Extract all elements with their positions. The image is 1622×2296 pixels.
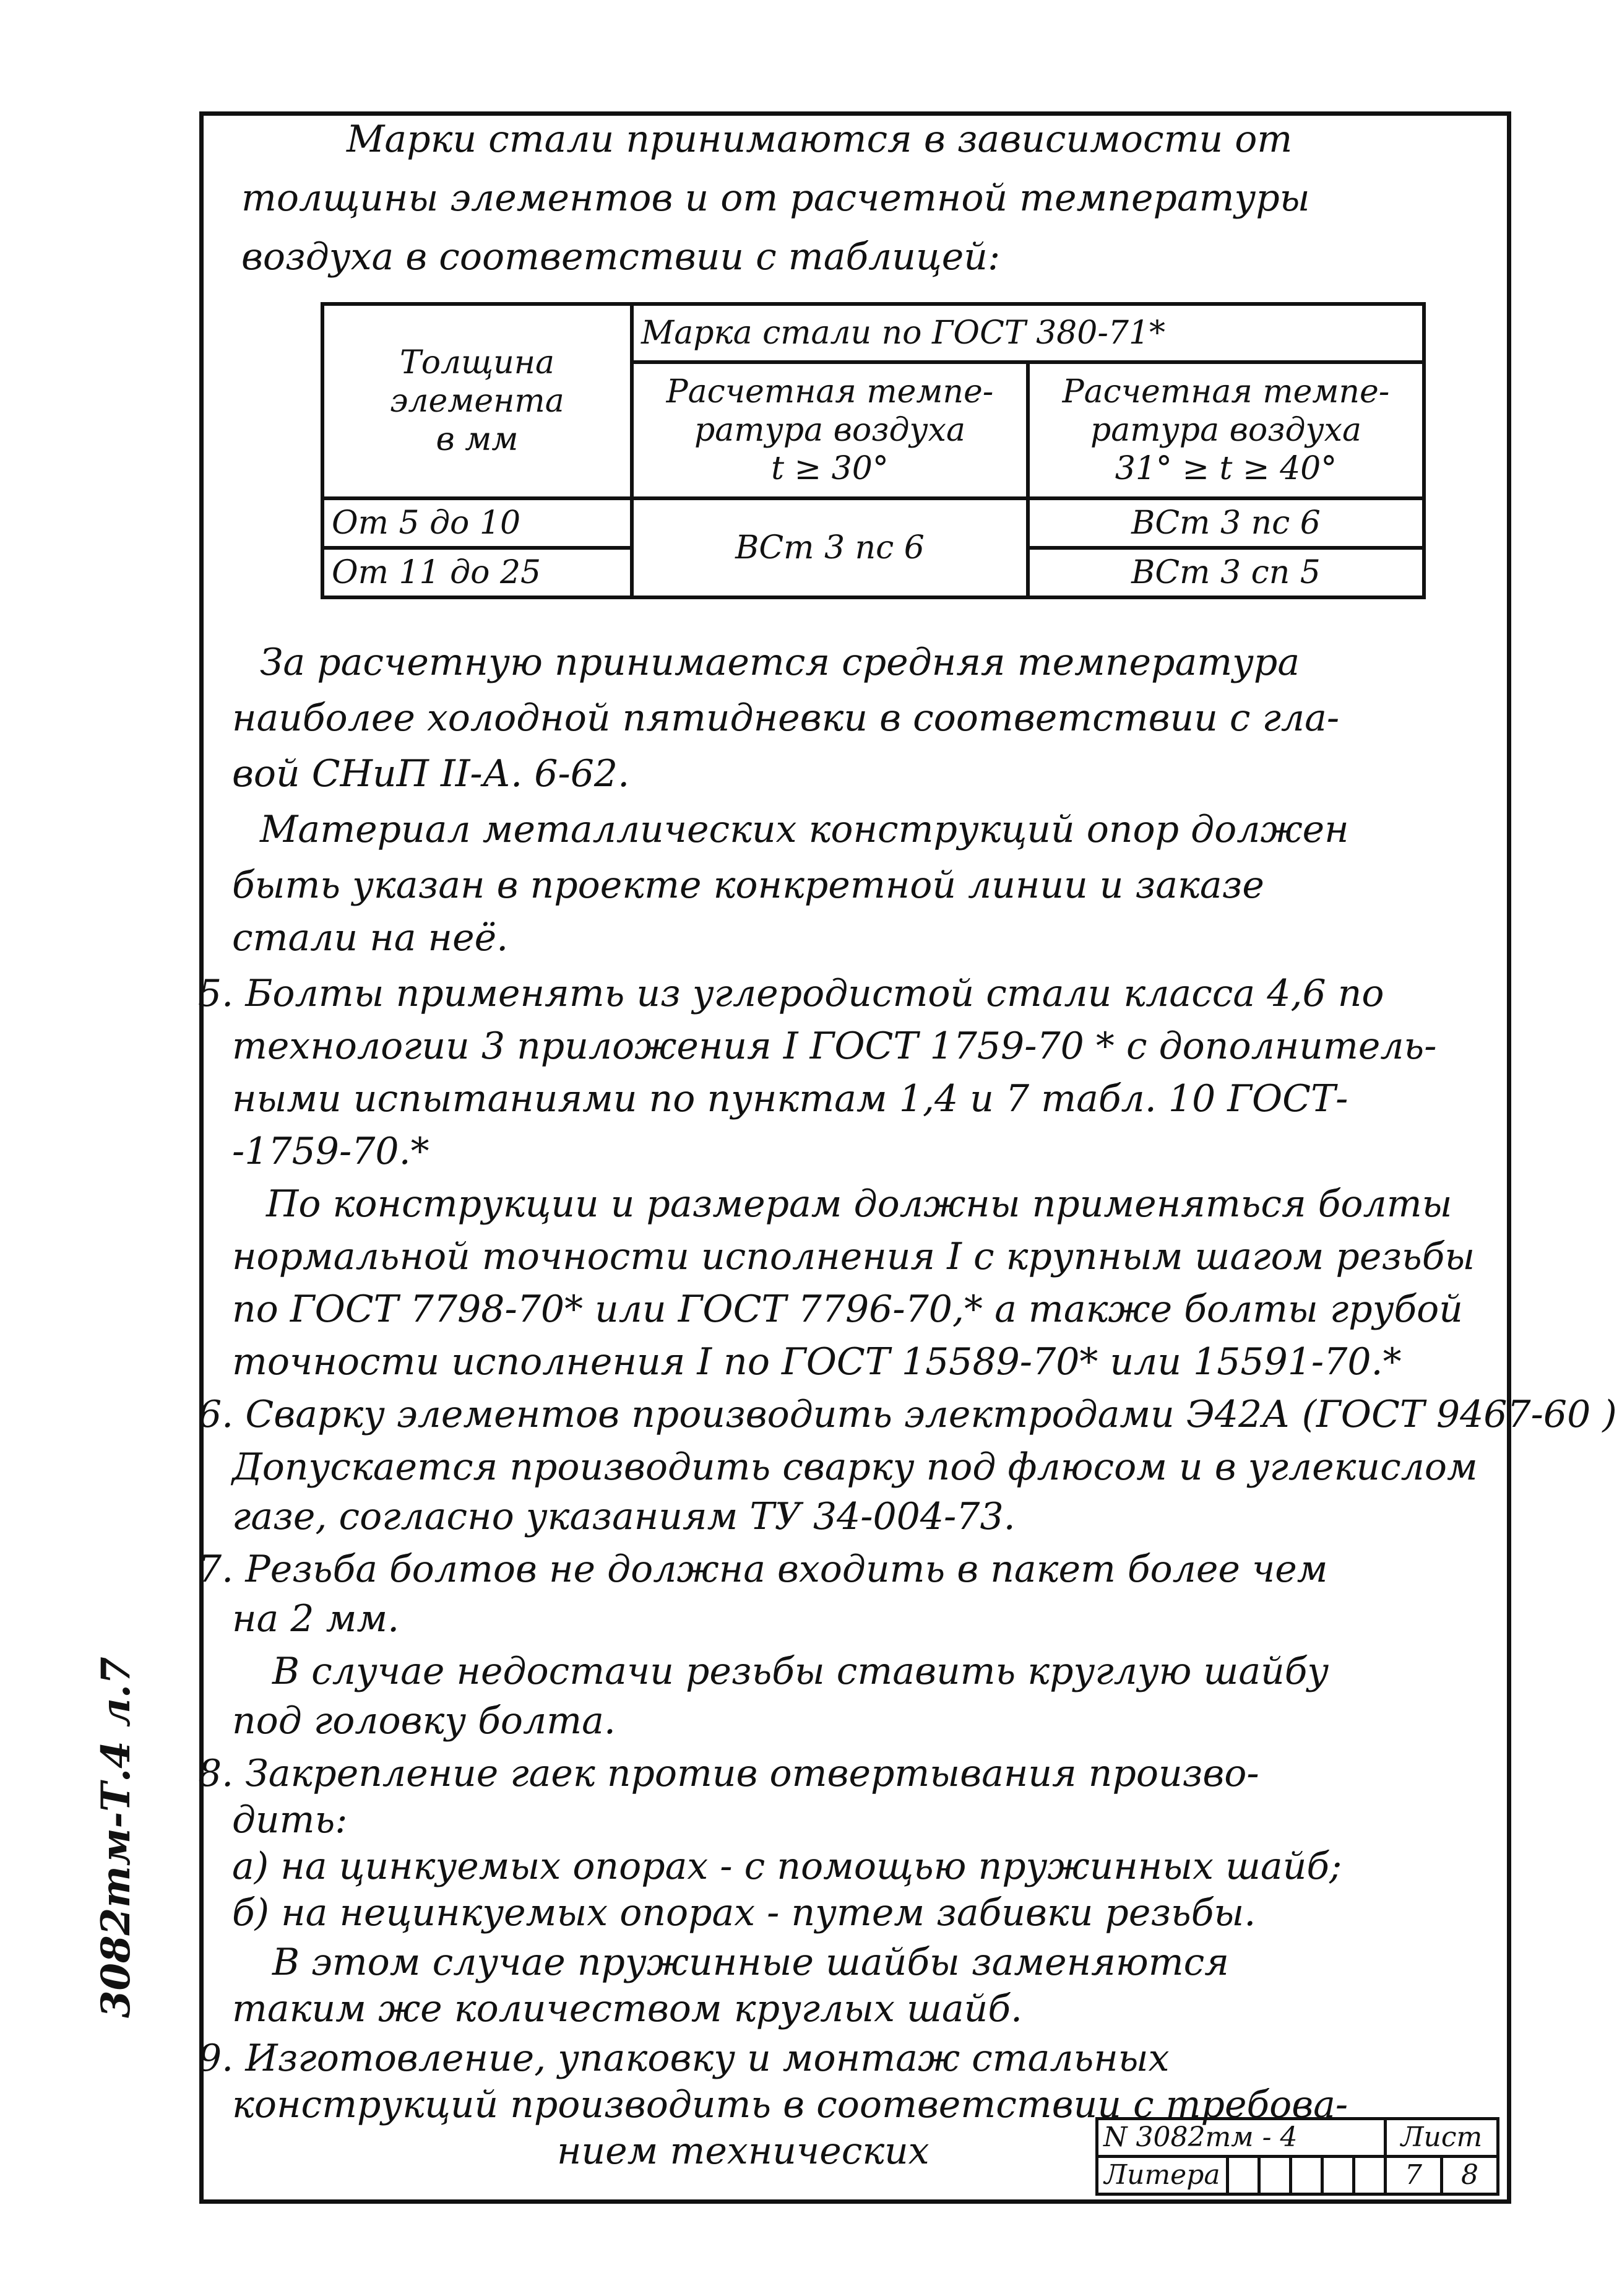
temp-header-cold (1028, 362, 1424, 498)
header-line: Расчетная темпе- (1062, 373, 1390, 410)
text-line: Материал металлических конструкций опор должен (260, 808, 1349, 851)
intro-line: воздуха в соответствии с таблицей: (241, 235, 1001, 279)
text-line: конструкций производить в соответствии с требова- (232, 2083, 1348, 2126)
text-line: точности исполнения I по ГОСТ 15589-70* или 15591-70.* (232, 1340, 1402, 1384)
text-line: а) на цинкуемых опорах - с помощью пружинных шайб; (232, 1845, 1342, 1888)
sheet-label: Лист (1386, 2119, 1498, 2157)
grade-warm-cell: ВСт 3 пс 6 (632, 498, 1028, 597)
grade-cold-cell: ВСт 3 сп 5 (1028, 548, 1424, 597)
litera-cell (1291, 2157, 1322, 2194)
temp-header-warm (632, 362, 1028, 498)
text-line: технологии 3 приложения I ГОСТ 1759-70 * с дополнитель- (232, 1025, 1437, 1068)
header-line: ратура воздуха (1090, 412, 1361, 449)
text-line: таким же количеством круглых шайб. (232, 1987, 1023, 2030)
text-line: 7. Резьба болтов не должна входить в пакет более чем (198, 1548, 1328, 1591)
text-line: Допускается производить сварку под флюсом и в углекислом (232, 1445, 1478, 1489)
text-line: по ГОСТ 7798-70* или ГОСТ 7796-70,* а также болты грубой (232, 1288, 1463, 1331)
header-line: Толщина (400, 344, 554, 381)
grade-group-header: Марка стали по ГОСТ 380-71* (632, 304, 1424, 362)
sheet-number: 7 (1386, 2157, 1442, 2194)
text-line: наиболее холодной пятидневки в соответствии с гла- (232, 696, 1340, 740)
text-line: газе, согласно указаниям ТУ 34-004-73. (232, 1495, 1016, 1538)
text-line: -1759-70.* (232, 1130, 429, 1173)
text-line: ными испытаниями по пунктам 1,4 и 7 табл. 10 ГОСТ- (232, 1077, 1348, 1120)
intro-line: толщины элементов и от расчетной температуры (241, 176, 1310, 220)
grade-cold-cell: ВСт 3 пс 6 (1028, 498, 1424, 548)
litera-cell (1228, 2157, 1259, 2194)
text-line: стали на неё. (232, 916, 509, 960)
text-line: 6. Сварку элементов производить электродами Э42А (ГОСТ 9467-60 ) (198, 1393, 1617, 1436)
header-line: элемента (390, 383, 564, 420)
side-note: 3082тм-Т.4 л.7 (93, 1657, 139, 2018)
text-line: По конструкции и размерам должны применяться болты (266, 1182, 1452, 1226)
text-line: вой СНиП II-А. 6-62. (232, 752, 630, 795)
text-line: 5. Болты применять из углеродистой стали класса 4,6 по (198, 972, 1384, 1015)
text-line: на 2 мм. (232, 1597, 400, 1640)
header-line: Расчетная темпе- (666, 373, 994, 410)
sheet-count: 8 (1442, 2157, 1498, 2194)
thickness-header (322, 304, 632, 498)
steel-grade-table (321, 302, 1426, 599)
header-line: в мм (436, 421, 519, 458)
header-line: ратура воздуха (694, 412, 965, 449)
thickness-cell: От 11 до 25 (322, 548, 632, 597)
intro-line: Марки стали принимаются в зависимости от (347, 118, 1293, 161)
text-line: В этом случае пружинные шайбы заменяются (272, 1941, 1229, 1984)
text-line: под головку болта. (232, 1699, 616, 1743)
text-line: За расчетную принимается средняя температура (260, 641, 1300, 684)
thickness-cell: От 5 до 10 (322, 498, 632, 548)
text-line: 8. Закрепление гаек против отвертывания произво- (198, 1752, 1259, 1795)
title-block (1095, 2117, 1499, 2196)
litera-cell (1354, 2157, 1386, 2194)
text-line: дить: (232, 1798, 348, 1842)
header-line: t ≥ 30° (771, 450, 889, 487)
text-line: б) на нецинкуемых опорах - путем забивки резьбы. (232, 1891, 1256, 1934)
header-line: 31° ≥ t ≥ 40° (1115, 450, 1337, 487)
text-line: быть указан в проекте конкретной линии и заказе (232, 864, 1264, 907)
litera-label: Литера (1097, 2157, 1228, 2194)
text-line: нормальной точности исполнения I с крупным шагом резьбы (232, 1235, 1475, 1278)
litera-cell (1322, 2157, 1354, 2194)
text-line: нием технических (557, 2129, 930, 2173)
litera-cell (1259, 2157, 1291, 2194)
doc-number: N 3082тм - 4 (1097, 2119, 1386, 2157)
text-line: 9. Изготовление, упаковку и монтаж стальных (198, 2037, 1170, 2080)
text-line: В случае недостачи резьбы ставить круглую шайбу (272, 1650, 1329, 1693)
